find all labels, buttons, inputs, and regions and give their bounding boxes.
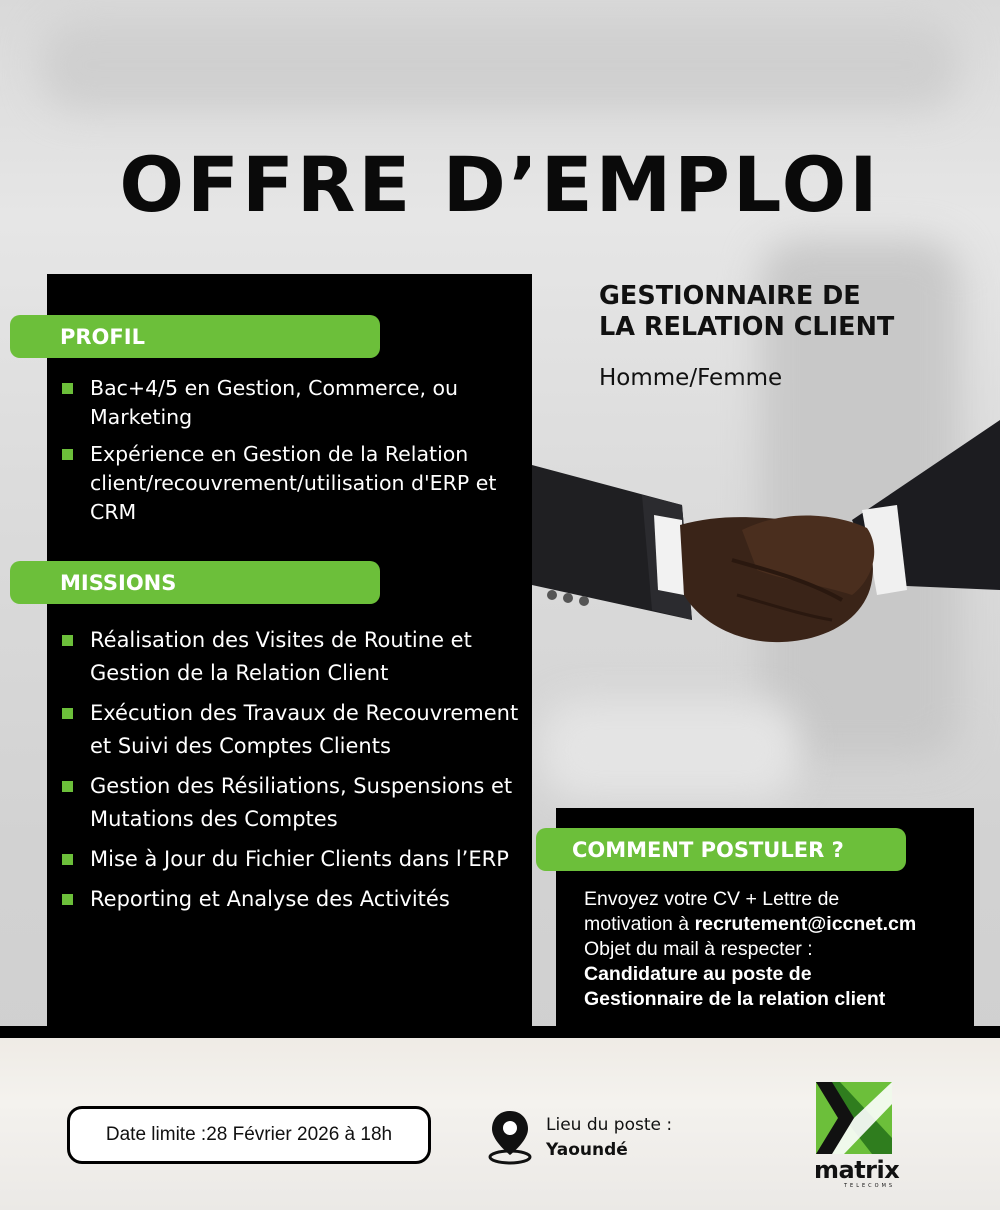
list-item: Mise à Jour du Fichier Clients dans l’ERP: [62, 843, 524, 876]
apply-instructions: [584, 887, 969, 1012]
logo-subtext: TELECOMS: [844, 1183, 896, 1189]
apply-line: Objet du mail à respecter :: [584, 938, 813, 960]
profil-heading: PROFIL: [10, 315, 380, 358]
apply-subject: [584, 987, 969, 1012]
handshake-image: [532, 410, 1000, 680]
footer-divider: [0, 1026, 1000, 1038]
subject-line: Gestionnaire de la relation client: [584, 988, 886, 1010]
list-item: Gestion des Résiliations, Suspensions et Mutations des Comptes: [62, 770, 524, 836]
list-item: Réalisation des Visites de Routine et Gestion de la Relation Client: [62, 624, 524, 690]
profil-list: [62, 374, 524, 535]
location-value: Yaoundé: [546, 1140, 628, 1160]
job-title-line: LA RELATION CLIENT: [599, 312, 895, 342]
background-blur: [540, 700, 800, 800]
apply-line: [584, 912, 969, 937]
list-item: Bac+4/5 en Gestion, Commerce, ou Marketing: [62, 374, 524, 432]
deadline-badge: Date limite :28 Février 2026 à 18h: [67, 1106, 431, 1164]
missions-heading: MISSIONS: [10, 561, 380, 604]
page-title: OFFRE D’EMPLOI: [119, 140, 881, 229]
list-item: Exécution des Travaux de Recouvrement et Suivi des Comptes Clients: [62, 697, 524, 763]
gender-label: Homme/Femme: [599, 365, 783, 391]
apply-subject: [584, 962, 969, 987]
logo-text: matrix: [814, 1156, 900, 1184]
location-pin-icon: [487, 1109, 533, 1165]
background-blur: [40, 20, 960, 110]
apply-line-prefix: motivation à: [584, 913, 695, 935]
job-title-line: GESTIONNAIRE DE: [599, 281, 861, 311]
email-link[interactable]: recrutement@iccnet.cm: [694, 913, 917, 935]
list-item: Expérience en Gestion de la Relation client/recouvrement/utilisation d'ERP et CRM: [62, 440, 524, 527]
job-title: [599, 281, 979, 343]
apply-line: Envoyez votre CV + Lettre de: [584, 888, 840, 910]
list-item: Reporting et Analyse des Activités: [62, 883, 524, 916]
apply-heading: COMMENT POSTULER ?: [536, 828, 906, 871]
location-label: Lieu du poste :: [546, 1115, 673, 1135]
missions-list: [62, 624, 524, 923]
subject-line: Candidature au poste de: [584, 963, 812, 985]
